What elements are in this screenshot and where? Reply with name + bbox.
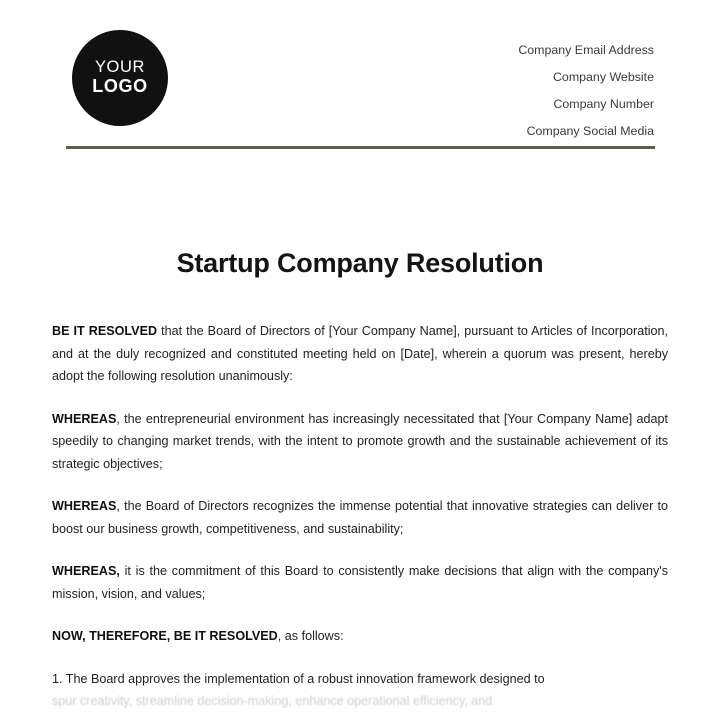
paragraph-lead-whereas-1: WHEREAS [52,411,117,426]
contact-social-media: Company Social Media [526,124,654,138]
paragraph-text-whereas-2: , the Board of Directors recognizes the immense potential that innovative strategies can deliver to boost our business growth, competitiveness, and sustainability; [52,499,668,536]
contact-website: Company Website [552,70,654,84]
paragraph-lead-be-it-resolved: BE IT RESOLVED [52,324,158,338]
paragraph-whereas-1 [52,408,668,476]
paragraph-text-be-it-resolved: that the Board of Directors of [Your Company Name], pursuant to Articles of Incorporation, and at the duly recognized and constituted meeting held on [Date], wherein a quorum was present, hereby adopt the following resolution unanimously: [52,324,669,383]
paragraph-text-now-therefore: , as follows: [277,629,344,643]
resolution-item-1-text: 1. The Board approves the implementation of a robust innovation framework designed to [52,671,545,686]
paragraph-be-it-resolved [52,320,668,388]
paragraph-text-whereas-1: , the entrepreneurial environment has increasingly necessitated that [Your Company Name] adapt speedily to changing market trends, with the intent to promote growth and the sustainable achievement of its strategic objectives; [52,411,668,471]
paragraph-now-therefore [52,625,668,648]
resolution-item-1-clipped-text: spur creativity, streamline decision-making, enhance operational efficiency, and [52,694,493,708]
logo-line-1: YOUR [94,58,146,77]
paragraph-text-whereas-3: it is the commitment of this Board to consistently make decisions that align with the company's mission, vision, and values; [52,564,668,601]
paragraph-whereas-2 [52,495,668,540]
document-header [66,30,654,145]
contact-number: Company Number [553,97,654,111]
document-body [52,320,668,713]
header-divider [66,146,655,149]
contact-email-address: Company Email Address [518,43,654,57]
paragraph-lead-now-therefore: NOW, THEREFORE, BE IT RESOLVED [52,629,278,643]
logo-line-2: LOGO [92,76,148,97]
page-title: Startup Company Resolution [176,248,544,278]
company-contact-block [518,30,654,145]
resolution-item-1 [52,668,668,713]
paragraph-whereas-3 [52,560,668,605]
paragraph-lead-whereas-2: WHEREAS [52,499,117,513]
company-logo [72,30,168,126]
paragraph-lead-whereas-3: WHEREAS, [52,564,120,578]
